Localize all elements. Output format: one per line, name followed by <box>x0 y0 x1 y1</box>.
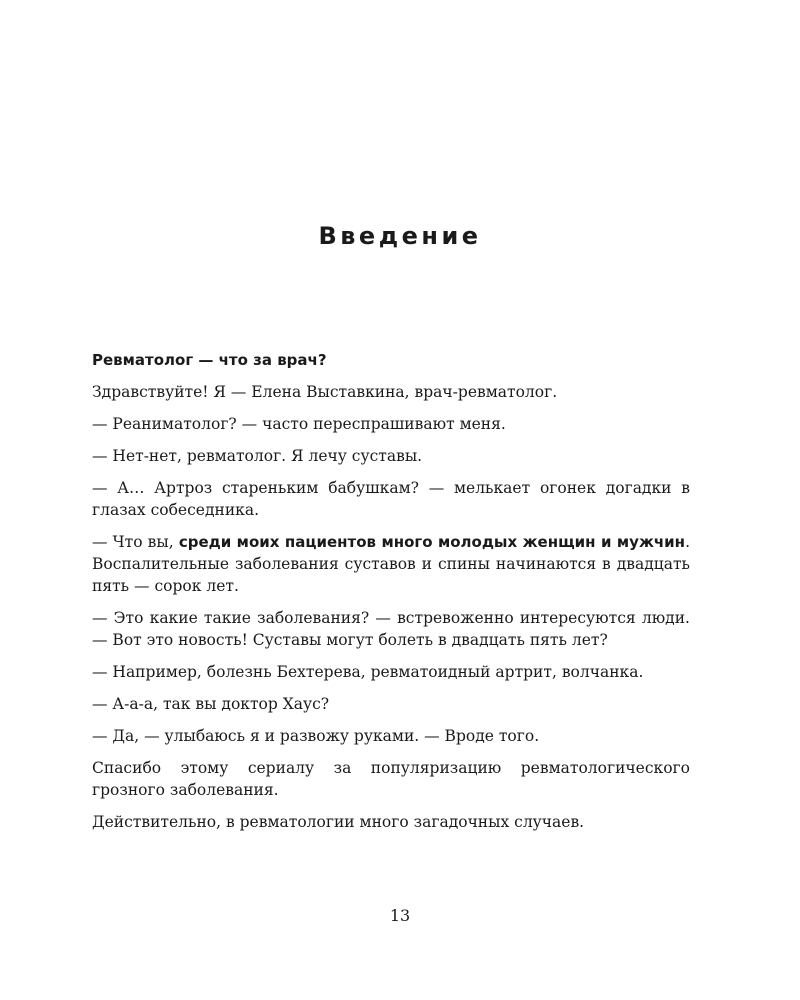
paragraph-dialogue-3: — А… Артроз стареньким бабушкам? — мелькает огонек догадки в глазах собеседника. <box>92 479 690 519</box>
chapter-title: Введение <box>318 222 482 250</box>
page-number: 13 <box>389 906 411 925</box>
paragraph-dialogue-2: — Нет-нет, ревматолог. Я лечу суставы. <box>92 447 423 465</box>
emphasized-text: среди моих пациентов много молодых женщин и мужчин <box>178 533 686 551</box>
paragraph-dialogue-4-end: . Воспалительные заболевания суставов и спины начинаются в двадцать пять — сорок лет. <box>92 533 690 595</box>
paragraph-greeting: Здравствуйте! Я — Елена Выставкина, врач-ревматолог. <box>92 383 558 401</box>
paragraph-dialogue-1: — Реаниматолог? — часто переспрашивают меня. <box>92 415 506 433</box>
paragraph-dialogue-8: — Да, — улыбаюсь я и развожу руками. — Вроде того. <box>92 727 540 745</box>
paragraph-series-thanks: Спасибо этому сериалу за популяризацию ревматологического грозного заболевания. <box>92 759 690 799</box>
paragraph-mysterious-cases: Действительно, в ревматологии много загадочных случаев. <box>92 813 585 831</box>
paragraph-dialogue-7: — А-а-а, так вы доктор Хаус? <box>92 695 330 713</box>
page-body <box>92 349 690 843</box>
paragraph-dialogue-5: — Это какие такие заболевания? — встревоженно интересуются люди. — Вот это новость! Суставы могут болеть в двадцать пять лет? <box>92 609 690 649</box>
paragraph-dialogue-4-start: — Что вы, <box>92 533 179 551</box>
paragraph-dialogue-6: — Например, болезнь Бехтерева, ревматоидный артрит, волчанка. <box>92 663 644 681</box>
paragraph-dialogue-4 <box>92 531 690 597</box>
section-heading: Ревматолог — что за врач? <box>92 351 327 369</box>
